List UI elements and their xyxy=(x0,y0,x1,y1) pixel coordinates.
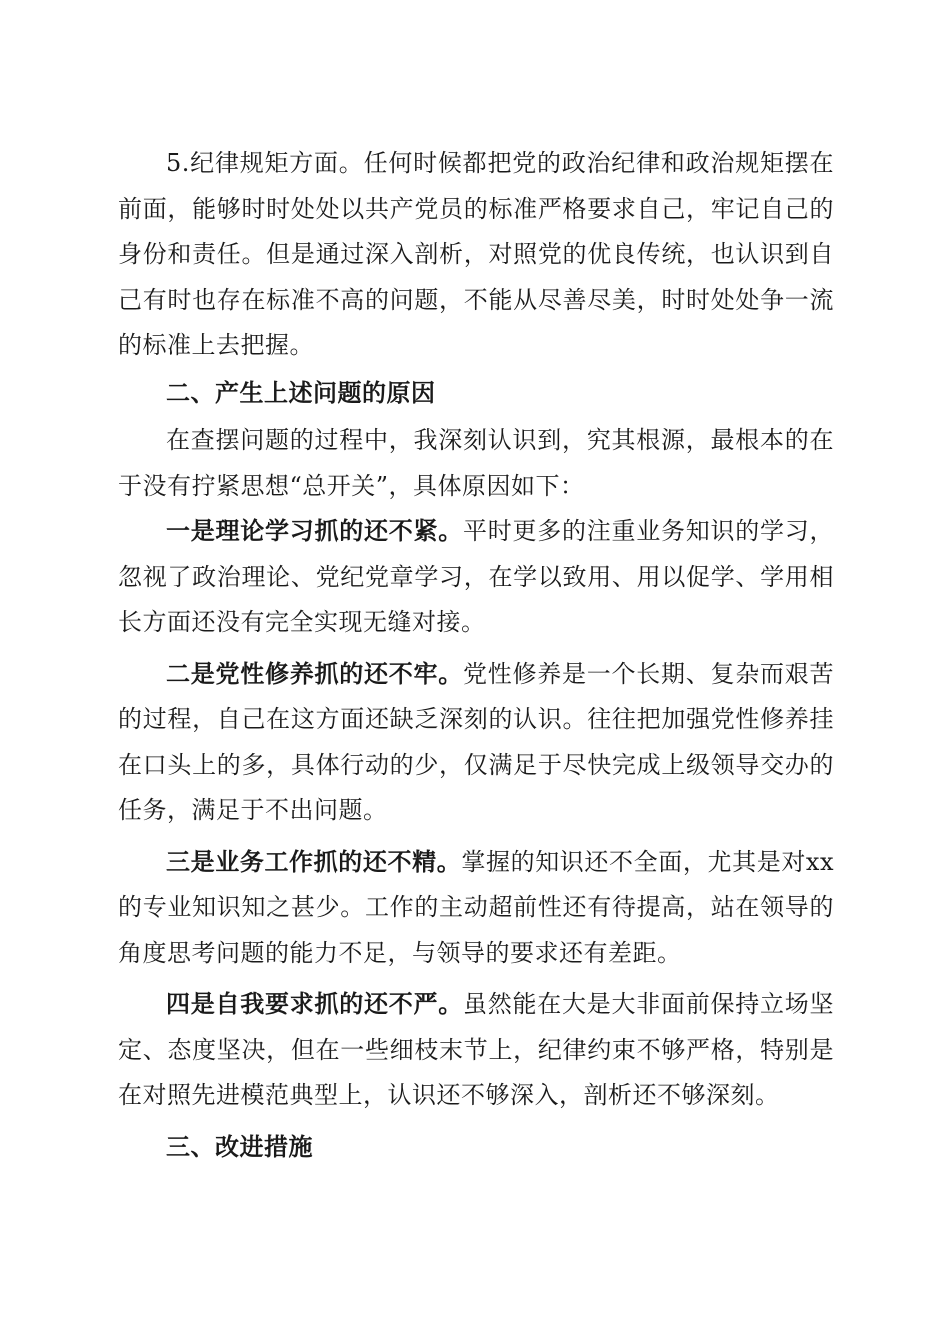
paragraph-cause-3 xyxy=(118,840,834,977)
paragraph-cause-2 xyxy=(118,652,834,834)
paragraph-cause-1 xyxy=(118,509,834,646)
cause-2-lead: 二是党性修养抓的还不牢。 xyxy=(166,659,463,688)
cause-3-text: 掌握的知识还不全面，尤其是对xx的专业知识知之甚少。工作的主动超前性还有待提高，站在领导的角度思考问题的能力不足，与领导的要求还有差距。 xyxy=(118,847,835,967)
section-heading-measures: 三、改进措施 xyxy=(166,1132,313,1161)
cause-4-lead: 四是自我要求抓的还不严。 xyxy=(166,990,463,1018)
cause-1-text: 平时更多的注重业务知识的学习，忽视了政治理论、党纪党章学习，在学以致用、用以促学、学用相长方面还没有完全实现无缝对接。 xyxy=(118,517,834,636)
cause-4-text: 虽然能在大是大非面前保持立场坚定、态度坚决，但在一些细枝末节上，纪律约束不够严格，特别是在对照先进模范典型上，认识还不够深入，剖析还不够深刻。 xyxy=(118,990,834,1109)
section-heading-causes: 二、产生上述问题的原因 xyxy=(166,378,436,407)
cause-2-text: 党性修养是一个长期、复杂而艰苦的过程，自己在这方面还缺乏深刻的认识。往往把加强党性修养挂在口头上的多，具体行动的少，仅满足于尽快完成上级领导交办的任务，满足于不出问题。 xyxy=(118,659,834,824)
paragraph-discipline: 5.纪律规矩方面。任何时候都把党的政治纪律和政治规矩摆在前面，能够时时处处以共产党员的标准严格要求自己，牢记自己的身份和责任。但是通过深入剖析，对照党的优良传统，也认识到自己有时也存在标准不高的问题，不能从尽善尽美，时时处处争一流的标准上去把握。 xyxy=(118,149,834,359)
cause-3-lead: 三是业务工作抓的还不精。 xyxy=(166,847,462,876)
document-body xyxy=(118,141,834,1172)
cause-1-lead: 一是理论学习抓的还不紧。 xyxy=(166,517,463,545)
paragraph-cause-4 xyxy=(118,982,834,1119)
paragraph-intro: 在查摆问题的过程中，我深刻认识到，究其根源，最根本的在于没有拧紧思想“总开关”，具体原因如下： xyxy=(118,426,834,500)
